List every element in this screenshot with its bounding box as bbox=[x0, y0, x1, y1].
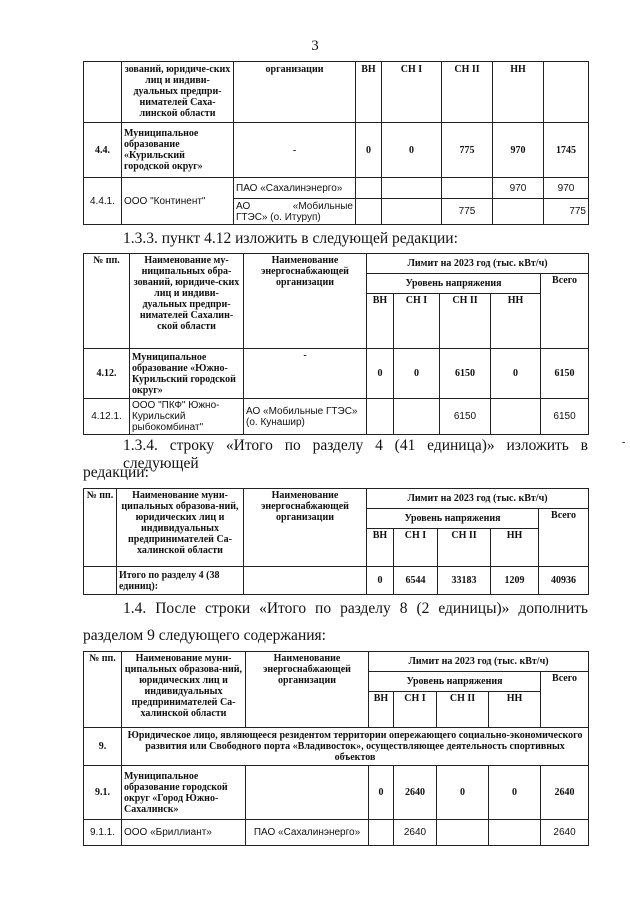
margin-mark: - bbox=[622, 437, 626, 448]
header-voltage-level: Уровень напряжения bbox=[367, 274, 541, 294]
row-sn1: 6544 bbox=[394, 567, 438, 595]
row-name: Муниципальное образование «Южно-Курильский городской округ» bbox=[130, 349, 244, 399]
header-vn: ВН bbox=[367, 529, 394, 567]
header-name: Наименование муни-ципальных образова-ний, юридических лиц и индивидуальных предпринимателей Са-халинской области bbox=[122, 652, 246, 728]
header-vn: ВН bbox=[369, 692, 394, 728]
header-number: № пп. bbox=[84, 489, 117, 567]
row-nn: 970 bbox=[493, 178, 544, 199]
table-row-9-1 bbox=[84, 766, 589, 820]
row-org: ПАО «Сахалинэнерго» bbox=[234, 178, 356, 199]
row-sn2: 775 bbox=[442, 199, 493, 225]
header-name: Наименование му-ниципальных обра-зований, юридиче-ских лиц и индиви-дуальных предпри-нимателей Сахалин-ской области bbox=[130, 254, 244, 349]
table-section-9 bbox=[83, 651, 589, 846]
table-row-4-12 bbox=[84, 349, 589, 399]
row-sn2: 0 bbox=[437, 766, 489, 820]
header-sn1: СН I bbox=[394, 529, 438, 567]
row-org-2: АО «Мобильные ГТЭС» (о. Итуруп) bbox=[234, 199, 356, 225]
row-total: 970 bbox=[544, 178, 589, 199]
header-sn2: СН II bbox=[442, 62, 493, 123]
row-number: 4.12. bbox=[84, 349, 130, 399]
header-total bbox=[544, 62, 589, 123]
row-nn: 970 bbox=[493, 123, 544, 178]
row-sn2: 775 bbox=[442, 123, 493, 178]
table-header-continued bbox=[84, 62, 589, 123]
header-nn: НН bbox=[493, 62, 544, 123]
row-number: 4.4.1. bbox=[84, 178, 122, 225]
table-total-section-4 bbox=[83, 488, 589, 595]
header-sn1: СН I bbox=[382, 62, 442, 123]
row-name: Итого по разделу 4 (38 единиц): bbox=[117, 567, 244, 595]
row-number: 4.12.1. bbox=[84, 399, 130, 435]
row-sn1: 2640 bbox=[394, 766, 437, 820]
header-total: Всего bbox=[541, 274, 589, 349]
header-org-cont: организации bbox=[234, 62, 356, 123]
row-sn1: 0 bbox=[394, 349, 440, 399]
table-row-4-4-1 bbox=[84, 178, 589, 199]
header-total: Всего bbox=[539, 509, 589, 567]
paragraph-1-3-4-line1: 1.3.4. строку «Итого по разделу 4 (41 единица)» изложить в следующей bbox=[123, 437, 588, 472]
row-total: 6150 bbox=[541, 399, 589, 435]
header-sn1: СН I bbox=[394, 294, 440, 349]
row-nn: 0 bbox=[491, 349, 541, 399]
row-vn: 0 bbox=[369, 766, 394, 820]
table-point-4-12 bbox=[83, 253, 589, 435]
header-sn1: СН I bbox=[394, 692, 437, 728]
header-vn: ВН bbox=[356, 62, 382, 123]
paragraph-1-3-3: 1.3.3. пункт 4.12 изложить в следующей редакции: bbox=[123, 230, 458, 247]
row-org: АО «Мобильные ГТЭС» (о. Кунашир) bbox=[244, 399, 367, 435]
header-voltage-level: Уровень напряжения bbox=[367, 509, 539, 529]
section-9-title: Юридическое лицо, являющееся резидентом территории опережающего социально-экономического развития или Свободного порта «Владивосток», осуществляющее деятельность спортивных объектов bbox=[122, 728, 589, 766]
header-number: № пп. bbox=[84, 254, 130, 349]
header-sn2: СН II bbox=[438, 529, 491, 567]
row-number: 9.1. bbox=[84, 766, 122, 820]
row-total: 6150 bbox=[541, 349, 589, 399]
row-name: ООО "Континент" bbox=[122, 178, 234, 225]
paragraph-1-4-line2: разделом 9 следующего содержания: bbox=[83, 627, 326, 644]
table-row-4-4 bbox=[84, 123, 589, 178]
row-number: 4.4. bbox=[84, 123, 122, 178]
header-vn: ВН bbox=[367, 294, 394, 349]
header-limit: Лимит на 2023 год (тыс. кВт/ч) bbox=[367, 254, 589, 274]
row-number: 9. bbox=[84, 728, 122, 766]
page-number: 3 bbox=[311, 38, 319, 54]
header-limit: Лимит на 2023 год (тыс. кВт/ч) bbox=[367, 489, 589, 509]
row-vn: 0 bbox=[367, 349, 394, 399]
header-sn2: СН II bbox=[437, 692, 489, 728]
header-org: Наименование энергоснабжающей организации bbox=[244, 489, 367, 567]
row-vn: 0 bbox=[356, 123, 382, 178]
header-limit: Лимит на 2023 год (тыс. кВт/ч) bbox=[369, 652, 589, 672]
row-total: 40936 bbox=[539, 567, 589, 595]
header-total: Всего bbox=[541, 672, 589, 728]
row-sn1: 2640 bbox=[394, 820, 437, 846]
paragraph-1-4-line1: 1.4. После строки «Итого по разделу 8 (2 единицы)» дополнить bbox=[123, 600, 588, 617]
row-sn2: 6150 bbox=[440, 349, 491, 399]
header-nn: НН bbox=[491, 529, 539, 567]
table-row-total bbox=[84, 567, 589, 595]
row-org: ПАО «Сахалинэнерго» bbox=[246, 820, 369, 846]
row-name: ООО «Бриллиант» bbox=[122, 820, 246, 846]
row-sn2: 6150 bbox=[440, 399, 491, 435]
table-row-4-12-1 bbox=[84, 399, 589, 435]
row-total: 2640 bbox=[541, 820, 589, 846]
row-total: 1745 bbox=[544, 123, 589, 178]
row-org: - bbox=[244, 349, 367, 399]
header-nn: НН bbox=[491, 294, 541, 349]
header-number: № пп. bbox=[84, 652, 122, 728]
row-sn1: 0 bbox=[382, 123, 442, 178]
header-name-cont: зований, юридиче-ских лиц и индиви-дуальных предпри-нимателей Саха-линской области bbox=[122, 62, 234, 123]
row-org bbox=[246, 766, 369, 820]
row-total: 775 bbox=[544, 199, 589, 225]
row-name: Муниципальное образование «Курильский городской округ» bbox=[122, 123, 234, 178]
header-name: Наименование муни-ципальных образова-ний, юридических лиц и индивидуальных предпринимателей Са-халинской области bbox=[117, 489, 244, 567]
header-org: Наименование энергоснабжающей организации bbox=[246, 652, 369, 728]
row-total: 2640 bbox=[541, 766, 589, 820]
paragraph-1-3-4-line2: редакции: bbox=[83, 464, 149, 481]
row-vn: 0 bbox=[367, 567, 394, 595]
table-section-4-continued bbox=[83, 61, 589, 225]
header-nn: НН bbox=[489, 692, 541, 728]
table-row-9-1-1 bbox=[84, 820, 589, 846]
header-org: Наименование энергоснабжающей организации bbox=[244, 254, 367, 349]
row-org: - bbox=[234, 123, 356, 178]
table-row-9 bbox=[84, 728, 589, 766]
row-sn2: 33183 bbox=[438, 567, 491, 595]
row-number: 9.1.1. bbox=[84, 820, 122, 846]
row-nn: 0 bbox=[489, 766, 541, 820]
row-name: ООО "ПКФ" Южно-Курильский рыбокомбинат" bbox=[130, 399, 244, 435]
row-name: Муниципальное образование городской округ «Город Южно-Сахалинск» bbox=[122, 766, 246, 820]
row-nn: 1209 bbox=[491, 567, 539, 595]
header-voltage-level: Уровень напряжения bbox=[369, 672, 541, 692]
header-sn2: СН II bbox=[440, 294, 491, 349]
